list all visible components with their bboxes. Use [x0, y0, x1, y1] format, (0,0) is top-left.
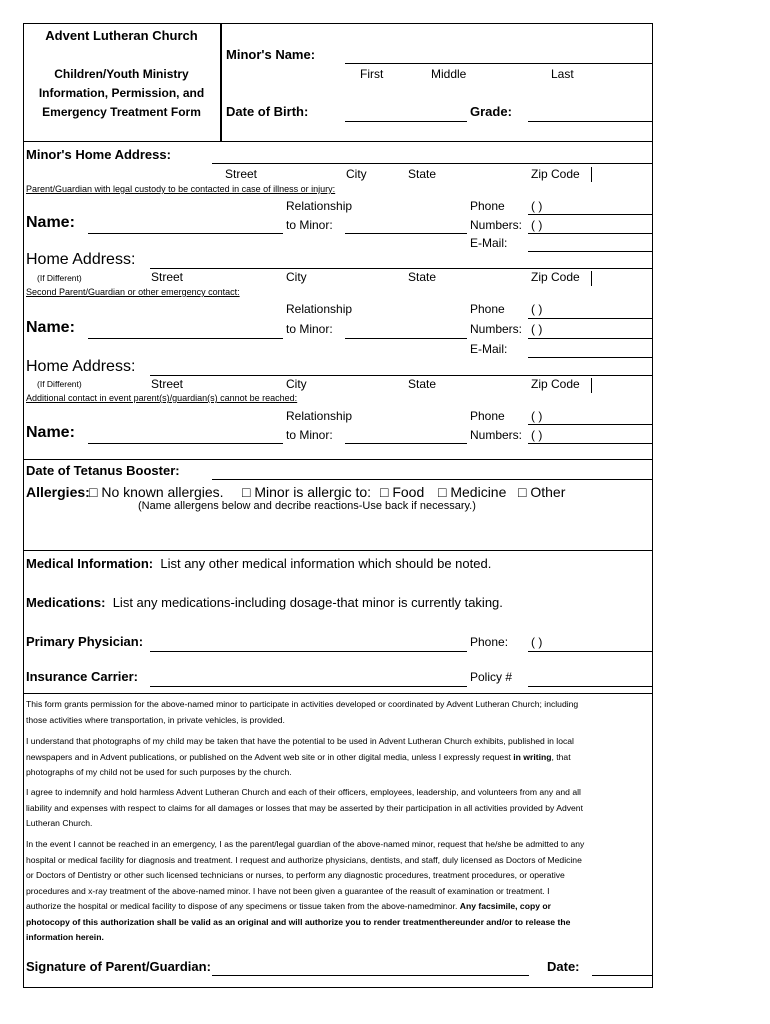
divider [23, 550, 653, 551]
guardian1-relationship-label: Relationship [286, 199, 353, 213]
guardian2-to-minor-label: to Minor: [286, 322, 333, 336]
guardian1-heading: Parent/Guardian with legal custody to be contacted in case of illness or injury: [26, 184, 336, 194]
header-divider [220, 24, 222, 141]
medicine-checkbox[interactable]: □ Medicine [438, 484, 507, 500]
guardian1-to-minor-label: to Minor: [286, 218, 333, 232]
allergies-label: Allergies: [26, 484, 90, 500]
photo-paragraph-a: I understand that photographs of my child may be taken that have the potential to be used in Advent Lutheran Church exhibits, published in local newspapers and in Advent publications, or published on the Advent web site or in other digital media, unless I expressly request [26, 736, 574, 762]
guardian2-zip-label: Zip Code [531, 377, 580, 391]
policy-field[interactable] [528, 686, 652, 687]
signature-label: Signature of Parent/Guardian: [26, 959, 211, 974]
guardian1-zip-label: Zip Code [531, 270, 580, 284]
guardian1-address-field[interactable] [150, 268, 652, 269]
signature-field[interactable] [212, 975, 529, 976]
grade-label: Grade: [470, 104, 512, 119]
medications-row [26, 595, 503, 610]
state-label: State [408, 167, 437, 181]
grade-field[interactable] [528, 121, 652, 122]
guardian1-if-different: (If Different) [37, 273, 82, 283]
guardian2-name-field[interactable] [88, 338, 283, 339]
guardian1-phone2-paren: ( ) [531, 218, 543, 232]
emergency-paragraph-a: In the event I cannot be reached in an emergency, I as the parent/legal guardian of the above-named minor, request that he/she be admitted to any hospital or medical facility for diagnosis and treatment. I request and authorize physicians, dentists, and staff, duly licensed as Doctors of Medicine or Doctors of Dentistry or other such licensed technicians or nurses, to perform any diagnostic procedures, treatment procedures, or operative procedures and x-ray treatment of the above-named minor. I have not been given a guarantee of the reasult of examination or treatment. I authorize the hospital or medical facility to dispose of any specimens or tissue taken from the above-namedminor. [26, 839, 585, 911]
physician-field[interactable] [150, 651, 467, 652]
divider [23, 459, 653, 460]
church-name: Advent Lutheran Church [45, 28, 198, 43]
additional-phone1-paren: ( ) [531, 409, 543, 423]
date-label: Date: [547, 959, 580, 974]
guardian2-address-field[interactable] [150, 375, 652, 376]
guardian1-name-text: Name: [26, 214, 75, 231]
photo-paragraph-b: in writing [513, 751, 552, 762]
minors-name-field[interactable] [345, 63, 652, 64]
insurance-field[interactable] [150, 686, 467, 687]
zip-marker [591, 167, 592, 182]
guardian2-name-label [26, 319, 75, 337]
dob-label: Date of Birth: [226, 104, 309, 119]
medical-info-label: Medical Information: [26, 556, 154, 571]
food-checkbox[interactable]: □ Food [380, 484, 425, 500]
minor-allergic-checkbox[interactable]: □ Minor is allergic to: [242, 484, 372, 500]
guardian1-zip-marker [591, 271, 592, 286]
policy-label: Policy # [470, 670, 513, 684]
physician-phone-paren: ( ) [531, 635, 543, 649]
additional-phone1-field[interactable] [528, 424, 652, 425]
additional-relationship-field[interactable] [345, 443, 467, 444]
divider [23, 141, 653, 142]
guardian2-heading: Second Parent/Guardian or other emergency contact: [26, 287, 240, 297]
guardian2-relationship-label: Relationship [286, 302, 353, 316]
dob-field[interactable] [345, 121, 467, 122]
allergies-row [26, 484, 90, 500]
other-checkbox[interactable]: □ Other [518, 484, 566, 500]
guardian2-state-label: State [408, 377, 437, 391]
guardian2-phone1-paren: ( ) [531, 302, 543, 316]
photo-paragraph [26, 734, 586, 781]
guardian1-city-label: City [286, 270, 307, 284]
guardian2-relationship-field[interactable] [345, 338, 467, 339]
guardian2-email-label: E-Mail: [470, 342, 508, 356]
divider [23, 693, 653, 694]
medical-info-row [26, 556, 491, 571]
guardian1-phone2-field[interactable] [528, 233, 652, 234]
guardian1-phone1-field[interactable] [528, 214, 652, 215]
first-label: First [360, 67, 384, 81]
additional-to-minor-label: to Minor: [286, 428, 333, 442]
additional-phone2-field[interactable] [528, 443, 652, 444]
last-label: Last [551, 67, 574, 81]
permission-paragraph: This form grants permission for the above-named minor to participate in activities developed or coordinated by Advent Lutheran Church; including those activities where transportation, in private vehicles, is provided. [26, 699, 579, 725]
insurance-label: Insurance Carrier: [26, 669, 138, 684]
guardian1-street-label: Street [151, 270, 184, 284]
additional-relationship-label: Relationship [286, 409, 353, 423]
additional-name-label [26, 424, 75, 442]
guardian1-relationship-field[interactable] [345, 233, 467, 234]
guardian1-name-field[interactable] [88, 233, 283, 234]
date-field[interactable] [592, 975, 652, 976]
emergency-paragraph [26, 837, 586, 946]
tetanus-label: Date of Tetanus Booster: [26, 463, 180, 478]
guardian1-state-label: State [408, 270, 437, 284]
guardian2-phone1-field[interactable] [528, 318, 652, 319]
home-address-label: Minor's Home Address: [26, 147, 171, 162]
guardian2-street-label: Street [151, 377, 184, 391]
medications-text: List any medications-including dosage-that minor is currently taking. [112, 595, 503, 610]
medical-info-text: List any other medical information which should be noted. [160, 556, 492, 571]
guardian1-phone1-paren: ( ) [531, 199, 543, 213]
city-label: City [346, 167, 367, 181]
additional-numbers-label: Numbers: [470, 428, 523, 442]
guardian2-home-address-label: Home Address: [26, 358, 136, 375]
guardian2-city-label: City [286, 377, 307, 391]
additional-name-field[interactable] [88, 443, 283, 444]
form-title-line2: Information, Permission, and [38, 86, 205, 100]
no-known-allergies-checkbox[interactable]: □ No known allergies. [89, 484, 224, 500]
guardian1-home-address-label: Home Address: [26, 251, 136, 268]
guardian2-phone2-field[interactable] [528, 338, 652, 339]
physician-label: Primary Physician: [26, 634, 144, 649]
additional-heading: Additional contact in event parent(s)/guardian(s) cannot be reached: [26, 393, 298, 403]
form-title-line1: Children/Youth Ministry [54, 67, 189, 81]
additional-phone2-paren: ( ) [531, 428, 543, 442]
home-address-field[interactable] [212, 163, 652, 164]
street-label: Street [225, 167, 258, 181]
allergen-note: (Name allergens below and decribe reactions-Use back if necessary.) [138, 500, 476, 512]
photo-paragraph-c: , that photographs of my child not be used for such purposes by the church. [26, 751, 571, 777]
medications-label: Medications: [26, 595, 106, 610]
middle-label: Middle [431, 67, 467, 81]
physician-phone-label: Phone: [470, 635, 509, 649]
guardian1-numbers-label: Numbers: [470, 218, 523, 232]
guardian2-name-text: Name: [26, 319, 75, 336]
guardian1-email-field[interactable] [528, 251, 652, 252]
indemnify-paragraph: I agree to indemnify and hold harmless Advent Lutheran Church and each of their officers, employees, leadership, and volunteers from any and all liability and expenses with respect to claims for all damages or losses that may be asserted by their participation in all activities provided by Advent Lutheran Church. [26, 787, 583, 828]
additional-phone-label: Phone [470, 409, 505, 423]
additional-name-text: Name: [26, 424, 75, 441]
physician-phone-field[interactable] [528, 651, 652, 652]
guardian2-if-different: (If Different) [37, 379, 82, 389]
guardian2-phone2-paren: ( ) [531, 322, 543, 336]
minors-name-label: Minor's Name: [226, 47, 316, 62]
tetanus-field[interactable] [212, 479, 652, 480]
guardian2-numbers-label: Numbers: [470, 322, 523, 336]
zip-label: Zip Code [531, 167, 580, 181]
guardian2-phone-label: Phone [470, 302, 505, 316]
guardian1-name-label [26, 214, 75, 232]
guardian1-email-label: E-Mail: [470, 236, 508, 250]
emergency-paragraph-b: Any facsimile, copy or photocopy of this authorization shall be valid as an original and will authorize you to render treatmenthereunder and/or to release the information herein. [26, 901, 571, 942]
form-title-line3: Emergency Treatment Form [42, 105, 201, 119]
guardian2-zip-marker [591, 378, 592, 393]
guardian1-phone-label: Phone [470, 199, 505, 213]
guardian2-email-field[interactable] [528, 357, 652, 358]
